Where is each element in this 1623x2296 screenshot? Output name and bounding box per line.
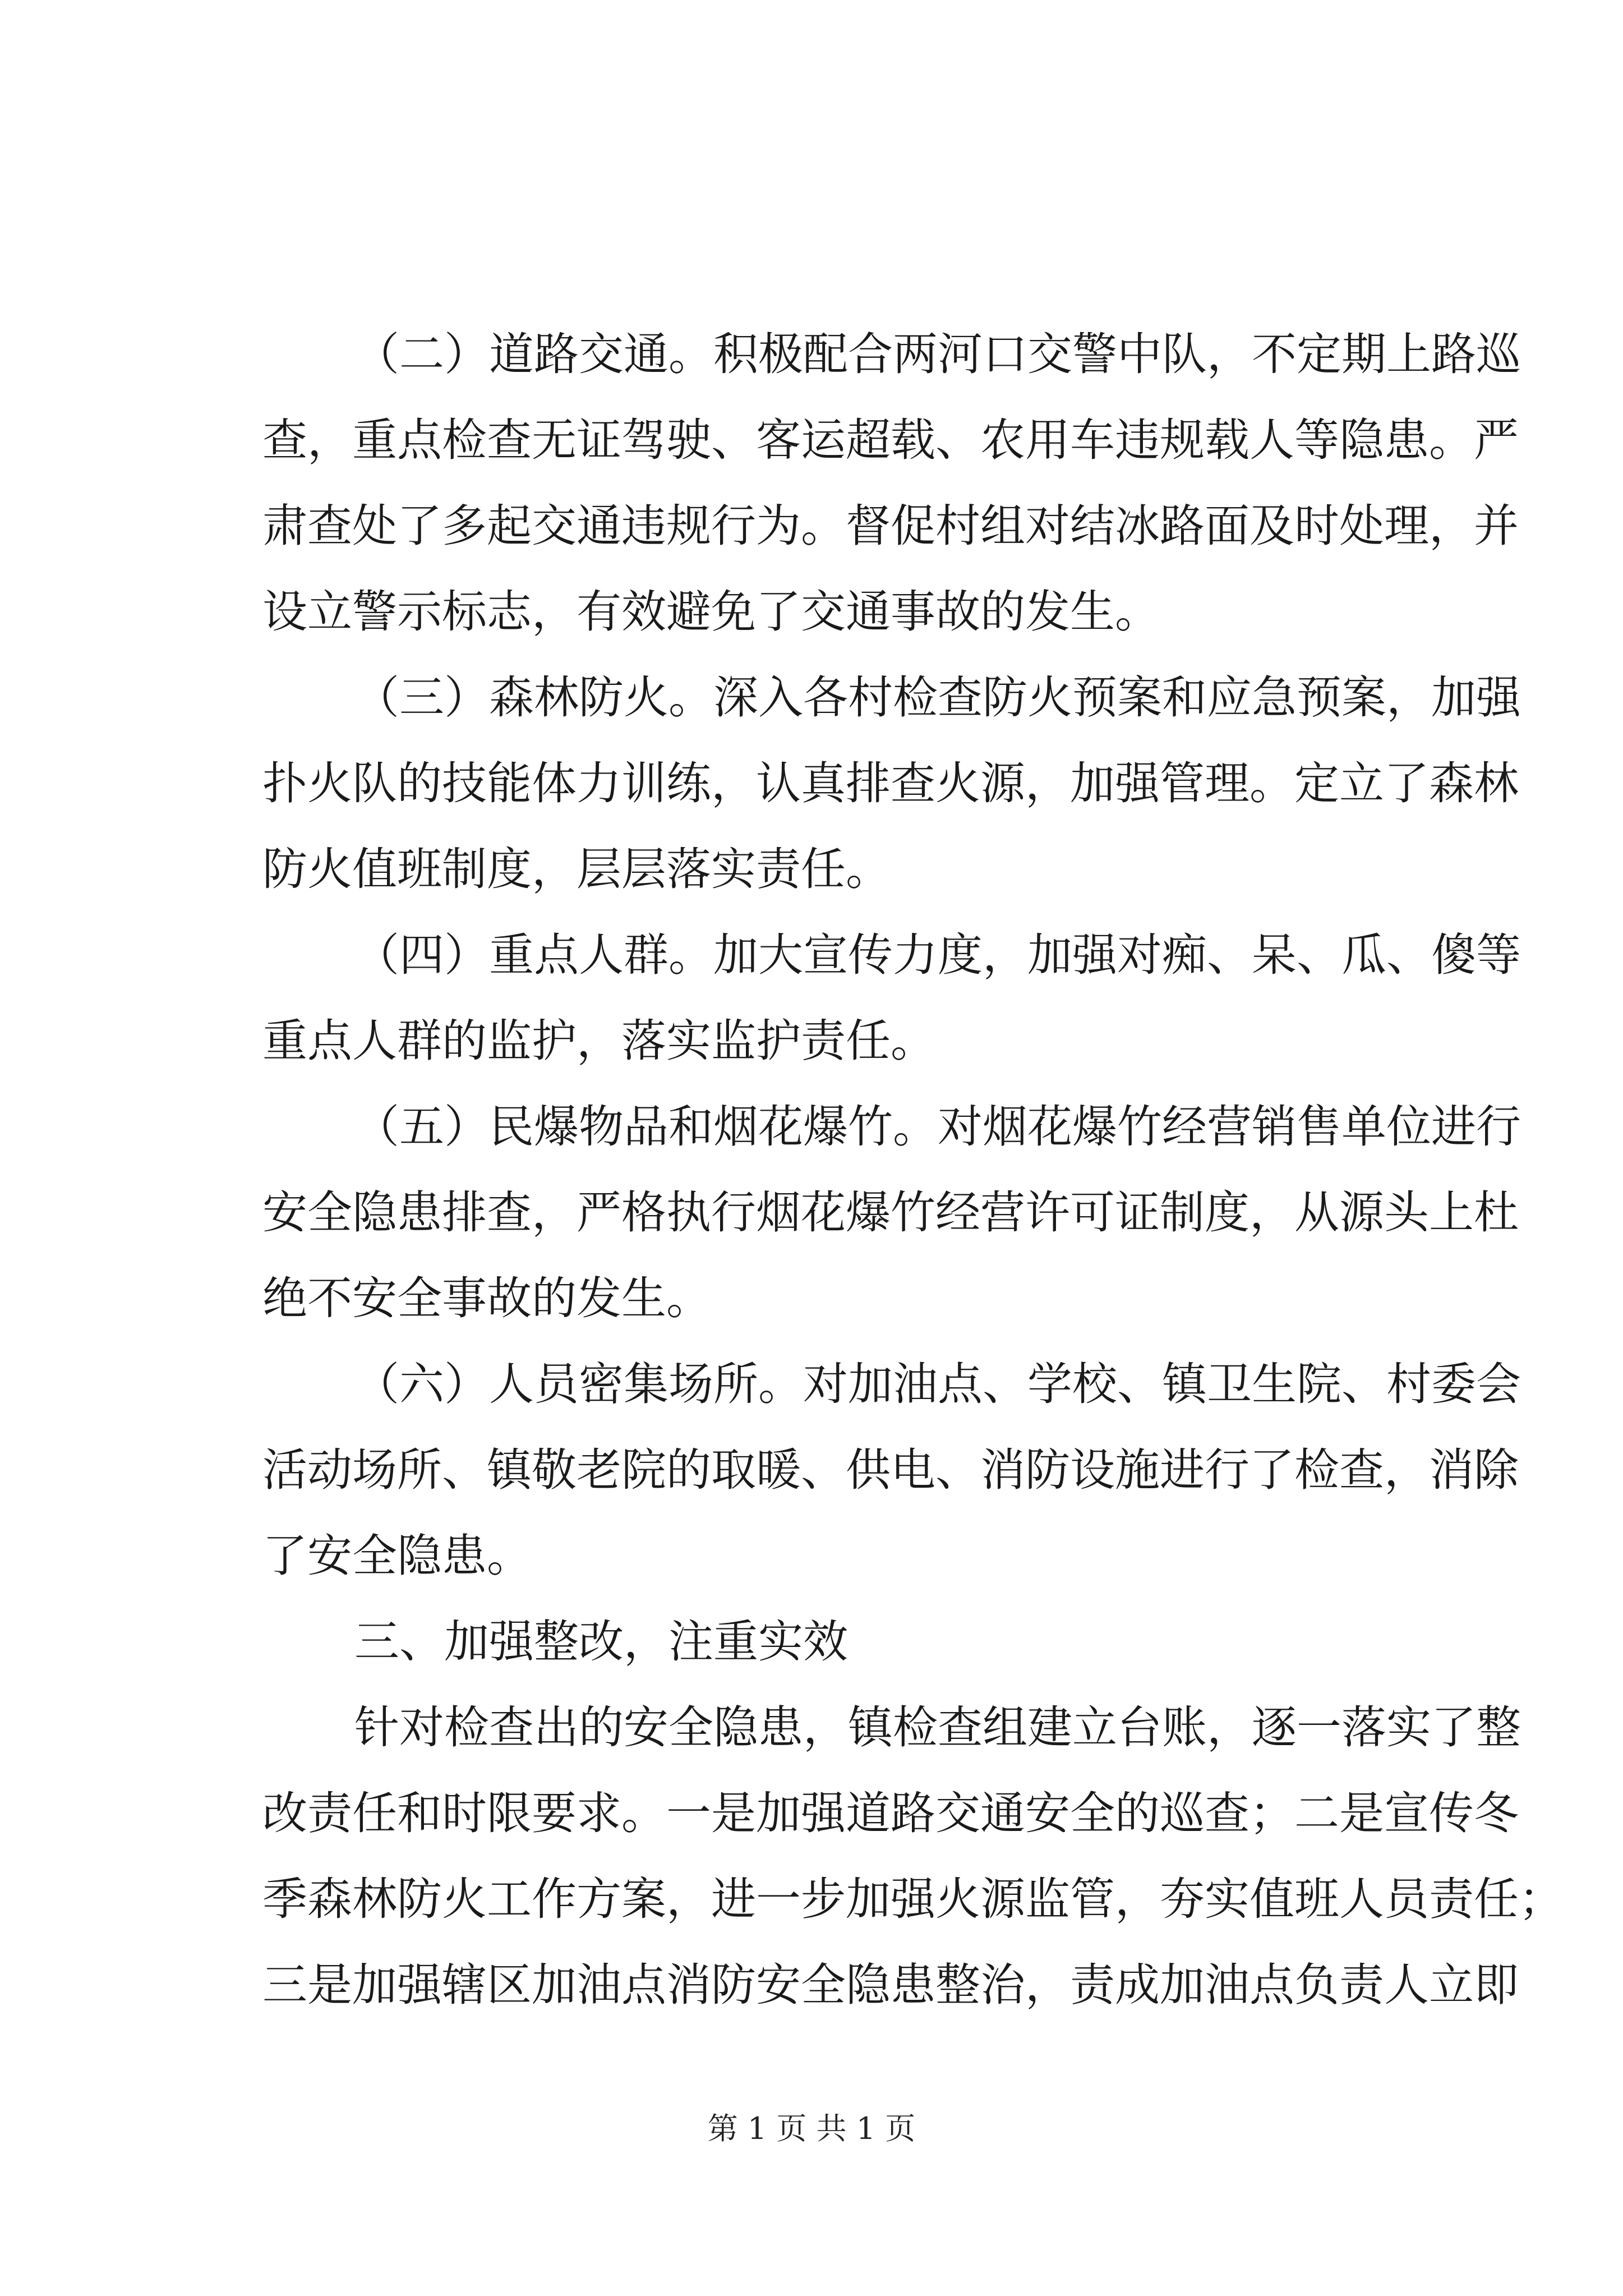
text-line: 扑火队的技能体力训练，认真排查火源，加强管理。定立了森林	[262, 757, 1519, 809]
paragraph-road-traffic	[262, 311, 1521, 655]
paragraph-forest-fire	[262, 655, 1521, 912]
text-line: 防火值班制度，层层落实责任。	[262, 843, 891, 895]
text-line: （三）森林防火。深入各村检查防火预案和应急预案，加强	[354, 671, 1521, 724]
section-heading-text: 三、加强整改，注重实效	[354, 1616, 848, 1668]
paragraph-fireworks	[262, 1084, 1521, 1341]
section-heading	[262, 1599, 1413, 1685]
text-line: 了安全隐患。	[262, 1530, 532, 1582]
document-body	[262, 311, 1564, 2028]
text-line: 查，重点检查无证驾驶、客运超载、农用车违规载人等隐患。严	[262, 414, 1519, 466]
text-line: 活动场所、镇敬老院的取暖、供电、消防设施进行了检查，消除	[262, 1444, 1519, 1496]
text-line: （二）道路交通。积极配合两河口交警中队，不定期上路巡	[354, 328, 1521, 380]
text-line: （四）重点人群。加大宣传力度，加强对痴、呆、瓜、傻等	[354, 929, 1521, 981]
text-line: （五）民爆物品和烟花爆竹。对烟花爆竹经营销售单位进行	[354, 1101, 1521, 1153]
text-line: 绝不安全事故的发生。	[262, 1272, 711, 1324]
text-line: 重点人群的监护，落实监护责任。	[262, 1015, 935, 1067]
text-line: 改责任和时限要求。一是加强道路交通安全的巡查；二是宣传冬	[262, 1787, 1519, 1839]
page-footer	[0, 2109, 1623, 2148]
text-line: 季森林防火工作方案，进一步加强火源监管，夯实值班人员责任；	[262, 1873, 1564, 1925]
text-line: 三是加强辖区加油点消防安全隐患整治，责成加油点负责人立即	[262, 1959, 1519, 2011]
text-line: 安全隐患排查，严格执行烟花爆竹经营许可证制度，从源头上杜	[262, 1186, 1519, 1239]
paragraph-rectification	[262, 1685, 1564, 2028]
page-number-label: 第 1 页 共 1 页	[707, 2111, 916, 2146]
text-line: 针对检查出的安全隐患，镇检查组建立台账，逐一落实了整	[354, 1701, 1521, 1754]
paragraph-key-groups	[262, 912, 1521, 1084]
text-line: 设立警示标志，有效避免了交通事故的发生。	[262, 586, 1160, 638]
text-line: （六）人员密集场所。对加油点、学校、镇卫生院、村委会	[354, 1358, 1521, 1410]
paragraph-crowded-places	[262, 1341, 1521, 1599]
text-line: 肃查处了多起交通违规行为。督促村组对结冰路面及时处理，并	[262, 500, 1519, 552]
